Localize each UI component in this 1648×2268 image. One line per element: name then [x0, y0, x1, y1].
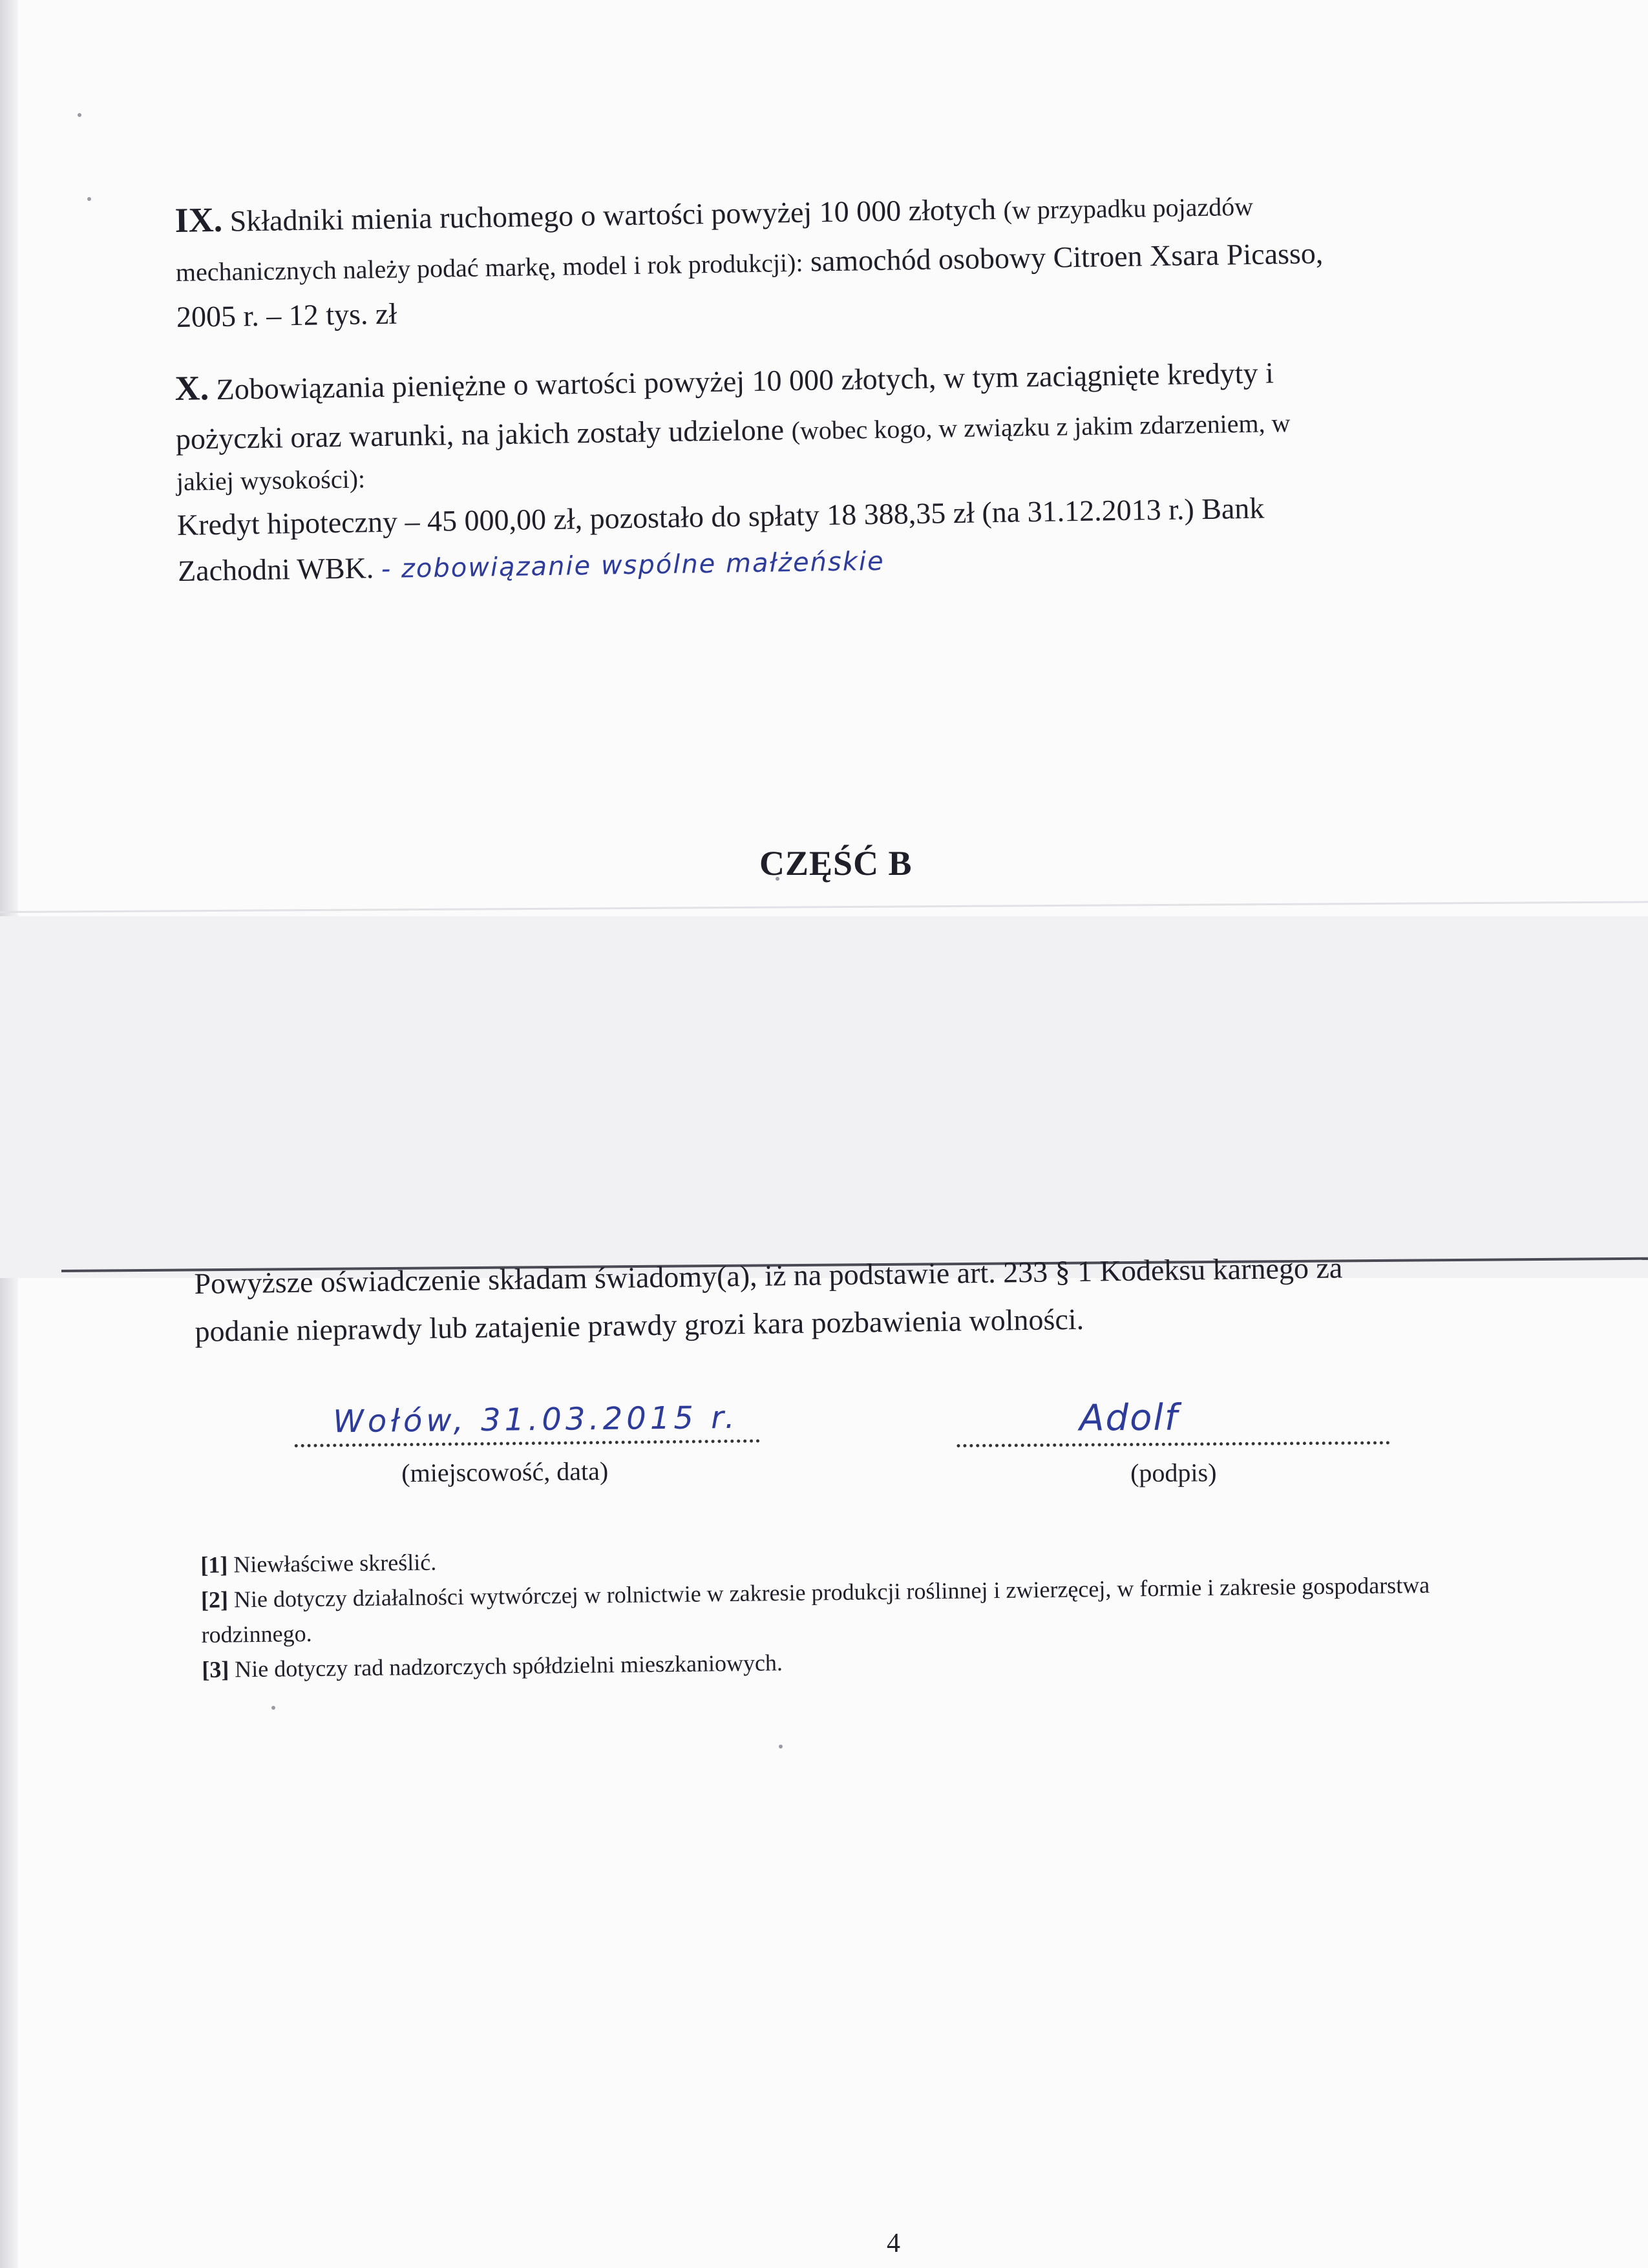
signature-handwritten: Adolf	[1079, 1396, 1179, 1440]
section-ix-note: (w przypadku pojazdów	[1003, 191, 1254, 225]
part-b-heading: CZĘŚĆ B	[759, 844, 913, 883]
declaration	[194, 1242, 1488, 1355]
section-ix-note-cont: mechanicznych należy podać markę, model i rok produkcji):	[175, 247, 803, 287]
place-date-handwritten: Wołów, 31.03.2015 r.	[333, 1399, 739, 1440]
scan-speck	[87, 197, 91, 201]
place-date-line	[294, 1394, 760, 1447]
section-x-title-cont: pożyczki oraz warunki, na jakich zostały udzielone	[175, 412, 785, 456]
section-ix-line-3: 2005 r. – 12 tys. zł	[176, 297, 397, 333]
section-x	[174, 341, 1503, 594]
section-x-title: Zobowiązania pieniężne o wartości powyżej 10 000 złotych, w tym zaciągnięte kredyty i	[216, 356, 1274, 406]
handwritten-note: - zobowiązanie wspólne małżeńskie	[381, 547, 885, 585]
section-x-note: (wobec kogo, w związku z jakim zdarzeniem, w	[791, 408, 1291, 445]
footnote-mark: [3]	[202, 1656, 229, 1683]
section-x-line-3: jakiej wysokości):	[176, 464, 366, 496]
declaration-line-1: Powyższe oświadczenie składam świadomy(a), iż na podstawie art. 233 § 1 Kodeksu karnego za	[194, 1251, 1343, 1300]
section-x-numeral: X.	[174, 368, 209, 408]
section-x-bank: Zachodni WBK.	[177, 551, 374, 588]
signature-field	[956, 1396, 1390, 1489]
scan-speck	[78, 113, 81, 117]
signature-line	[956, 1396, 1390, 1447]
place-date-field	[294, 1394, 760, 1489]
section-x-loan: Kredyt hipoteczny – 45 000,00 zł, pozostało do spłaty 18 388,35 zł (na 31.12.2013 r.) Bank	[176, 491, 1265, 541]
scan-speck	[271, 1706, 275, 1710]
section-ix-numeral: IX.	[174, 200, 223, 240]
fold-line-top	[0, 901, 1648, 913]
footnote-text: Nie dotyczy działalności wytwórczej w rolnictwie w zakresie produkcji roślinnej i zwierzęcej, w formie i zakresie gospodarstwa rodzinnego.	[201, 1571, 1430, 1648]
section-ix-title: Składniki mienia ruchomego o wartości powyżej 10 000 złotych	[229, 193, 997, 238]
section-ix	[174, 173, 1501, 340]
footnote-mark: [2]	[200, 1586, 229, 1613]
section-ix-vehicle: samochód osobowy Citroen Xsara Picasso,	[810, 236, 1324, 278]
footnote-mark: [1]	[200, 1551, 228, 1578]
page-number: 4	[887, 2229, 900, 2258]
footnotes	[200, 1532, 1462, 1687]
footnote-text: Nie dotyczy rad nadzorczych spółdzielni mieszkaniowych.	[235, 1650, 783, 1683]
paper-fold-region	[0, 916, 1648, 1278]
footnote-text: Niewłaściwe skreślić.	[233, 1549, 437, 1578]
declaration-line-2: podanie nieprawdy lub zatajenie prawdy grozi kara pozbawienia wolności.	[195, 1302, 1084, 1348]
place-date-caption: (miejscowość, data)	[401, 1456, 609, 1488]
scan-speck	[779, 1745, 783, 1748]
signature-caption: (podpis)	[1130, 1458, 1217, 1488]
bleed-through-area	[194, 918, 1422, 943]
